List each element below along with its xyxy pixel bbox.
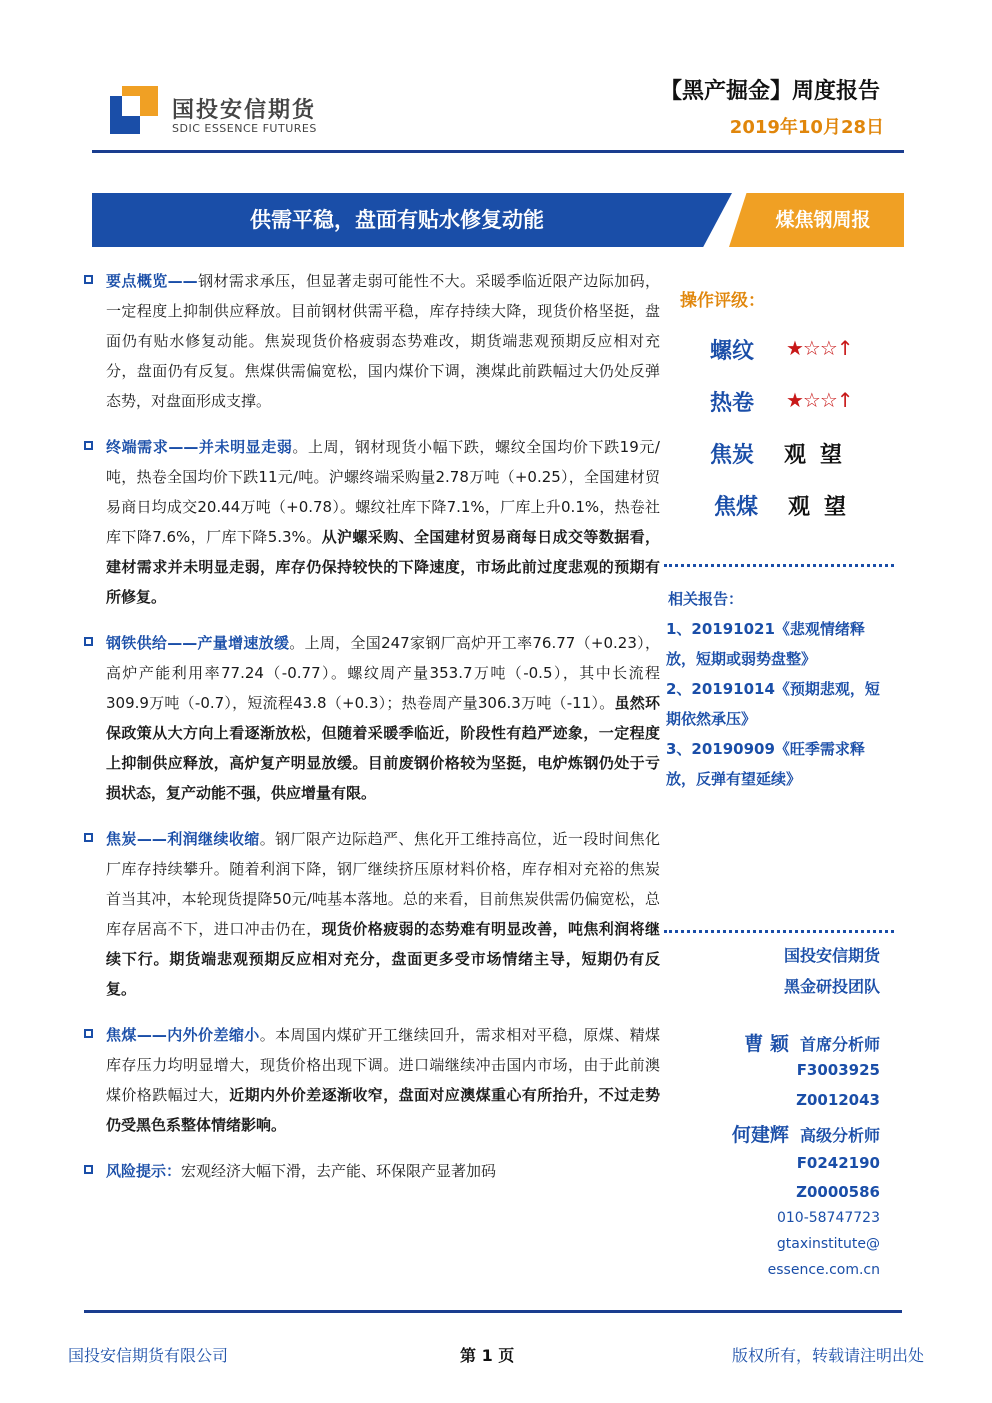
square-bullet-icon — [84, 441, 93, 450]
banner-title: 供需平稳，盘面有贴水修复动能 — [250, 208, 544, 232]
section-coking-coal — [84, 1020, 660, 1140]
related-reports-title: 相关报告： — [668, 590, 744, 608]
section-body: 。钢厂限产边际趋严、焦化开工维持高位，近一段时间焦化厂库存持续攀升。随着利润下降，钢厂继续挤压原材料价格，库存相对充裕的焦炭首当其冲，本轮现货提降50元/吨基本落地。总的来看，目前焦炭供需仍偏宽松，总库存居高不下，进口冲击仍在， — [106, 830, 660, 938]
section-coke — [84, 824, 660, 1004]
section-conclusion: 从沪螺采购、全国建材贸易商每日成交等数据看，建材需求并未明显走弱，库存仍保持较快的下降速度，市场此前过度悲观的预期有所修复。 — [106, 528, 660, 606]
analyst-license: Z0000586 — [796, 1183, 880, 1201]
analyst-1 — [668, 1029, 880, 1056]
section-conclusion: 近期内外价差逐渐收窄，盘面对应澳煤重心有所抬升，不过走势仍受黑色系整体情绪影响。 — [106, 1086, 660, 1134]
analyst-license: F3003925 — [796, 1061, 880, 1079]
related-report-link[interactable]: 2、20191014《预期悲观，短期依然承压》 — [666, 680, 880, 728]
section-conclusion: 现货价格疲弱的态势难有明显改善，吨焦利润将继续下行。期货端悲观预期反应相对充分，盘面更多受市场情绪主导，短期仍有反复。 — [106, 920, 660, 998]
section-body: 。上周，钢材现货小幅下跌，螺纹全国均价下跌19元/吨，热卷全国均价下跌11元/吨。沪螺终端采购量2.78万吨（+0.25），全国建材贸易商日均成交20.44万吨（+0.78）。螺纹社库下降7.1%，厂库上升0.1%，热卷社库下降7.6%，厂库下降5.3%。 — [106, 438, 660, 546]
related-report-link[interactable]: 3、20190909《旺季需求释放，反弹有望延续》 — [666, 740, 865, 788]
section-heading: 风险提示： — [106, 1162, 182, 1180]
footer-company: 国投安信期货有限公司 — [68, 1346, 229, 1365]
analyst-title: 首席分析师 — [799, 1035, 880, 1054]
team-company: 国投安信期货 — [783, 946, 880, 965]
rating-product: 焦煤 — [714, 495, 759, 520]
section-body: 。上周，全国247家钢厂高炉开工率76.77（+0.23），高炉产能利用率77.24（-0.77）。螺纹周产量353.7万吨（-0.5），其中长流程309.9万吨（-0.7），短流程43.8（+0.3）；热卷周产量306.3万吨（-11）。 — [106, 634, 660, 712]
section-body: 宏观经济大幅下滑，去产能、环保限产显著加码 — [181, 1162, 497, 1180]
banner-tag: 煤焦钢周报 — [775, 209, 871, 231]
page-number: 第 1 页 — [460, 1346, 515, 1365]
section-risk — [84, 1156, 660, 1186]
contact-phone[interactable]: 010-58747723 — [776, 1210, 880, 1226]
section-heading: 终端需求——并未明显走弱 — [106, 438, 293, 456]
rating-view: 观望 — [784, 443, 857, 468]
section-demand — [84, 432, 660, 612]
related-report-link[interactable]: 1、20191021《悲观情绪释放，短期或弱势盘整》 — [666, 620, 865, 668]
rating-row — [710, 386, 910, 426]
logo-name-cn: 国投安信期货 — [172, 98, 317, 123]
section-heading: 要点概览—— — [106, 272, 198, 290]
section-steel-supply — [84, 628, 660, 808]
rating-stars-icon: ★☆☆↑ — [786, 388, 853, 412]
square-bullet-icon — [84, 637, 93, 646]
rating-product: 螺纹 — [710, 339, 755, 364]
square-bullet-icon — [84, 275, 93, 284]
rating-product: 热卷 — [710, 391, 755, 416]
square-bullet-icon — [84, 833, 93, 842]
analyst-name: 曹 颖 — [744, 1033, 789, 1055]
report-date: 2019年10月28日 — [729, 117, 884, 138]
contact-email-domain[interactable]: essence.com.cn — [767, 1262, 880, 1278]
footer-divider — [84, 1310, 902, 1313]
analyst-license: F0242190 — [796, 1154, 880, 1172]
analyst-license: Z0012043 — [796, 1091, 880, 1109]
square-bullet-icon — [84, 1029, 93, 1038]
contact-email[interactable]: gtaxinstitute@ — [776, 1236, 880, 1252]
main-content — [84, 266, 660, 1202]
sidebar-divider — [664, 930, 894, 933]
company-logo-icon — [110, 86, 158, 134]
rating-row — [710, 438, 910, 478]
rating-row — [714, 490, 914, 530]
rating-product: 焦炭 — [710, 443, 755, 468]
footer-copyright: 版权所有，转载请注明出处 — [731, 1346, 924, 1365]
rating-row — [710, 334, 910, 374]
header-divider — [92, 150, 904, 153]
rating-stars-icon: ★☆☆↑ — [786, 336, 853, 360]
section-heading: 焦炭——利润继续收缩 — [106, 830, 260, 848]
report-title: 【黑产掘金】周度报告 — [659, 79, 880, 104]
analyst-2 — [668, 1120, 880, 1147]
section-body: 。本周国内煤矿开工继续回升，需求相对平稳，原煤、精煤库存压力均明显增大，现货价格出现下调。进口端继续冲击国内市场，由于此前澳煤价格跌幅过大， — [106, 1026, 660, 1104]
logo-name-en: SDIC ESSENCE FUTURES — [172, 122, 317, 135]
team-group: 黑金研投团队 — [783, 977, 880, 996]
section-heading: 焦煤——内外价差缩小 — [106, 1026, 260, 1044]
section-body: 钢材需求承压，但显著走弱可能性不大。采暖季临近限产边际加码，一定程度上抑制供应释放。目前钢材供需平稳，库存持续大降，现货价格坚挺，盘面仍有贴水修复动能。焦炭现货价格疲弱态势难改，期货端悲观预期反应相对充分，盘面仍有反复。焦煤供需偏宽松，国内煤价下调，澳煤此前跌幅过大仍处反弹态势，对盘面形成支撑。 — [106, 272, 660, 410]
section-overview — [84, 266, 660, 416]
section-conclusion: 虽然环保政策从大方向上看逐渐放松，但随着采暖季临近，阶段性有趋严迹象，一定程度上抑制供应释放，高炉复产明显放缓。目前废钢价格较为坚挺，电炉炼钢仍处于亏损状态，复产动能不强，供应增量有限。 — [106, 694, 660, 802]
analyst-name: 何建辉 — [731, 1124, 789, 1146]
sidebar-divider — [664, 564, 894, 567]
rating-label: 操作评级： — [680, 291, 765, 311]
rating-view: 观望 — [788, 495, 861, 520]
analyst-title: 高级分析师 — [799, 1126, 880, 1145]
section-heading: 钢铁供给——产量增速放缓 — [106, 634, 290, 652]
square-bullet-icon — [84, 1165, 93, 1174]
